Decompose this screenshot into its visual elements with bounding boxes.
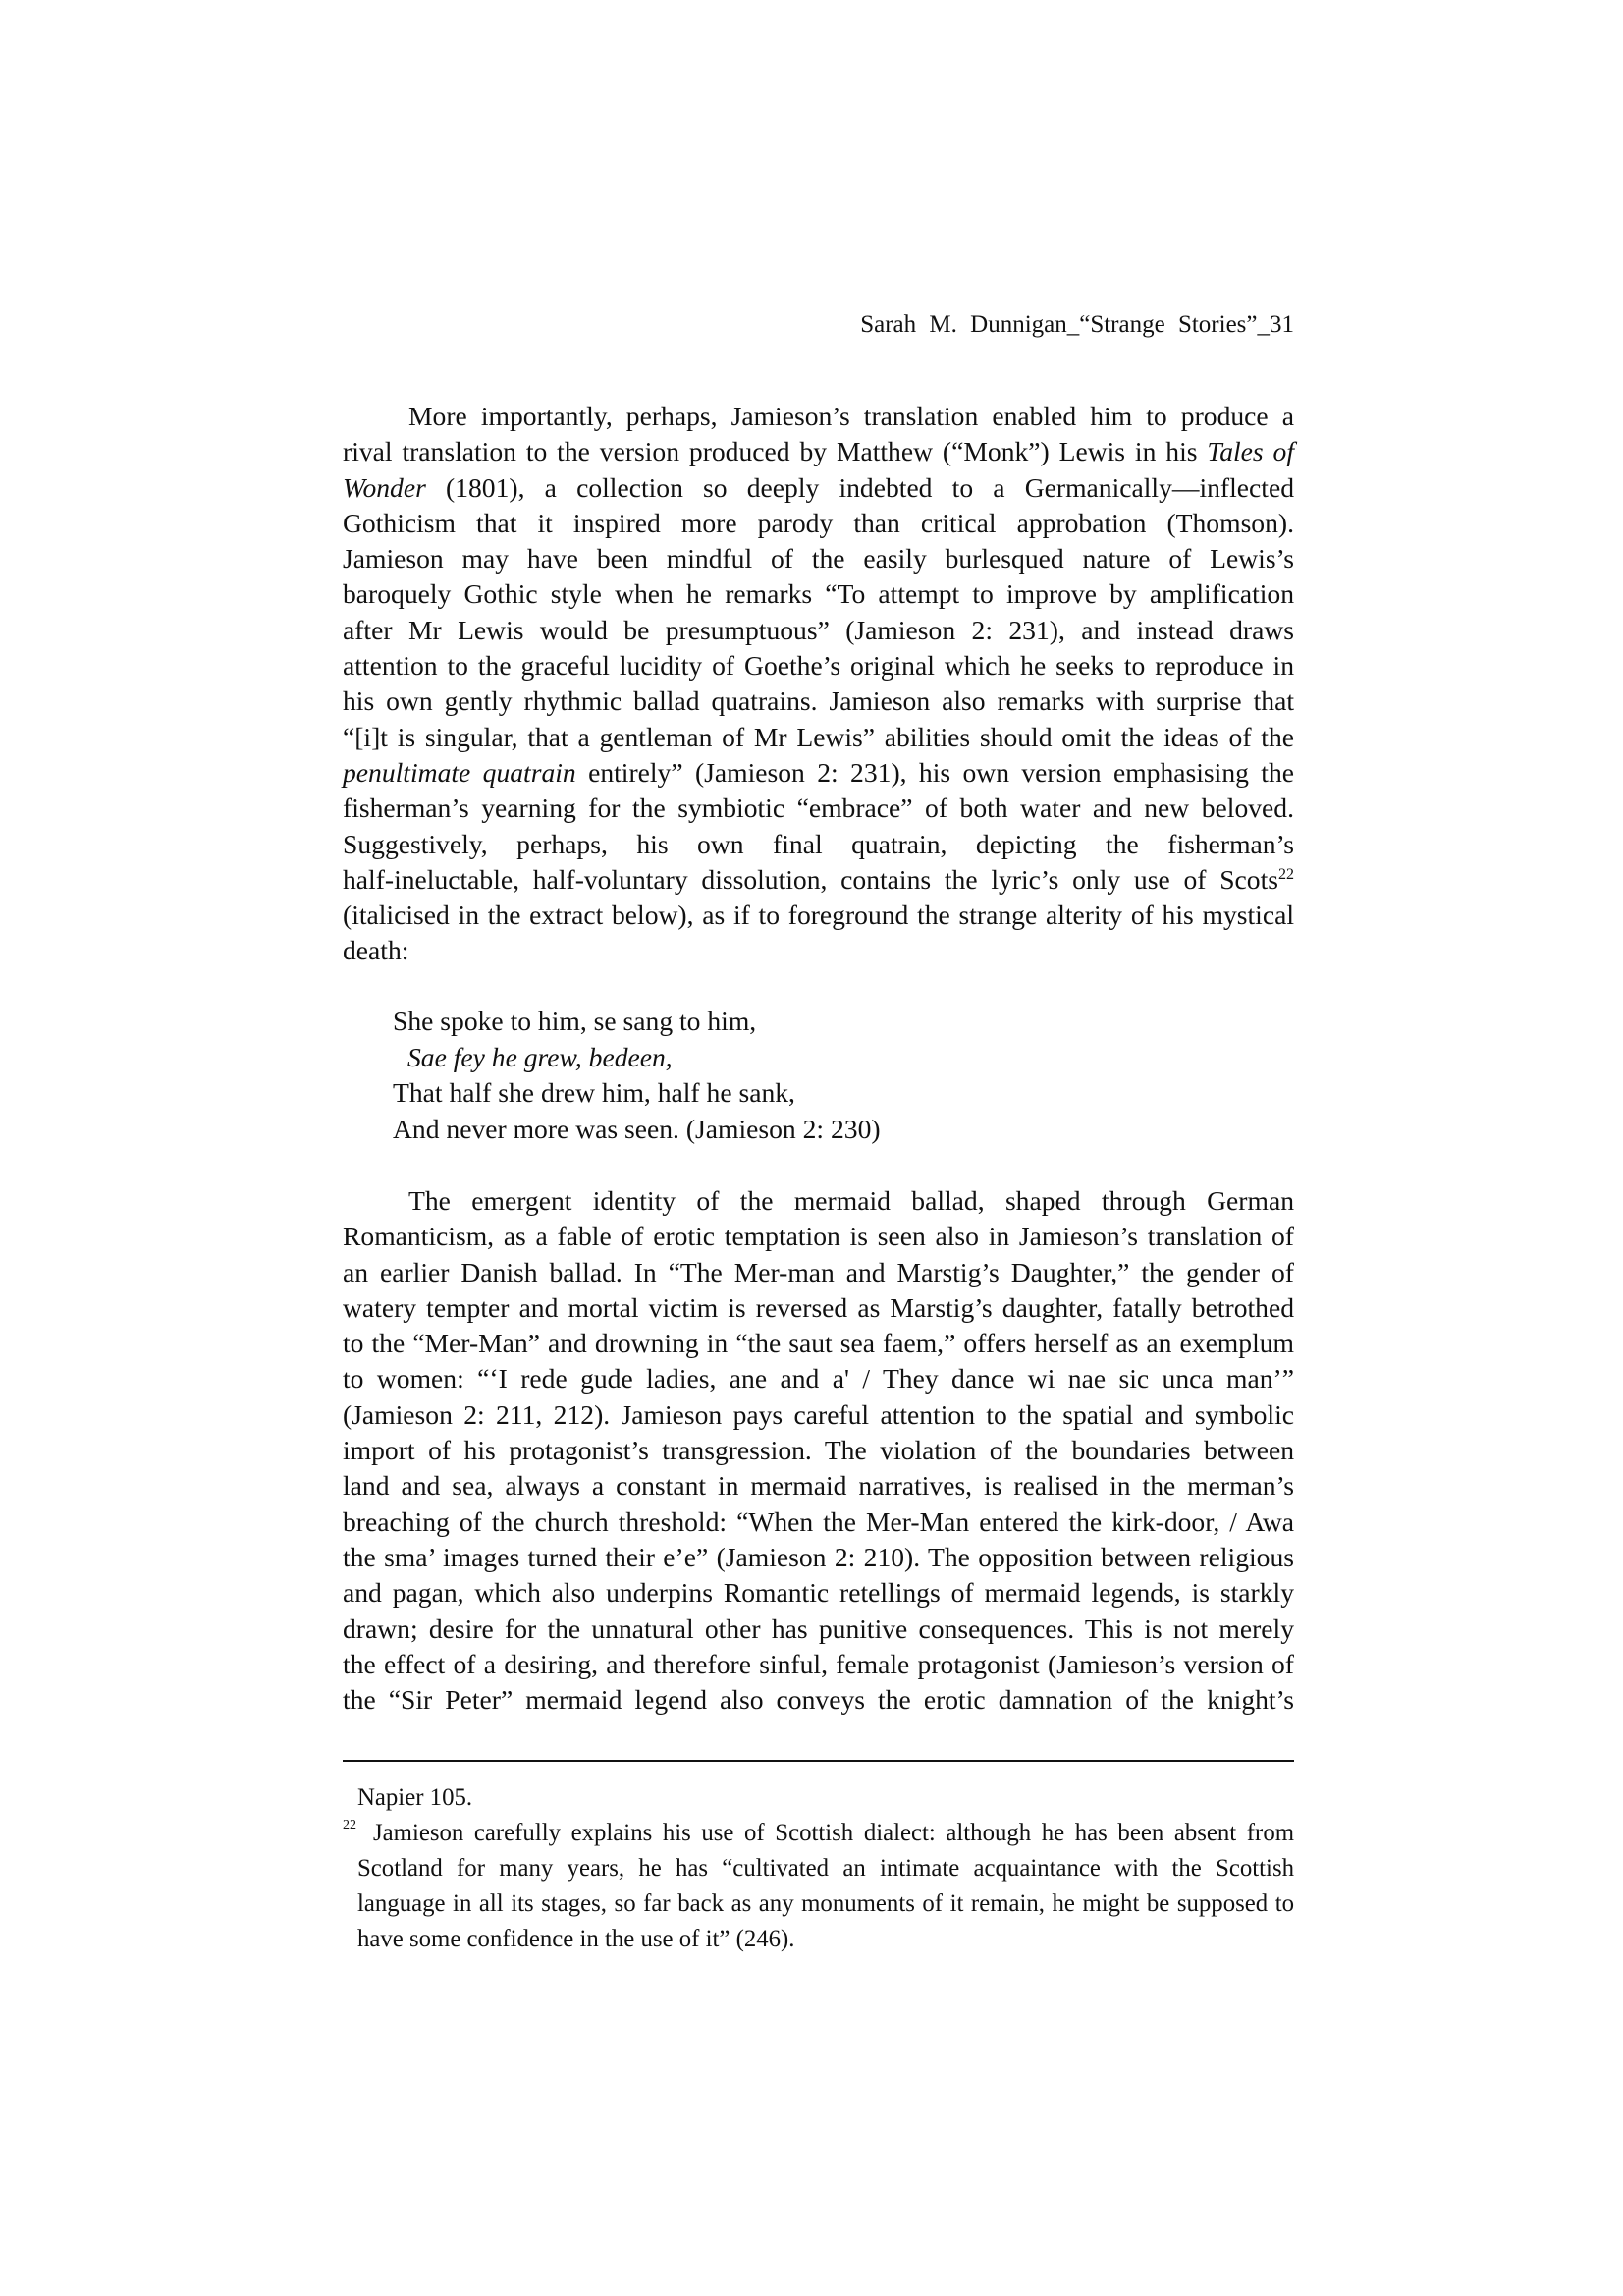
text-line: his own gently rhythmic ballad quatrains. Jamieson also remarks with surprise that — [343, 685, 1294, 717]
text-line — [343, 755, 1294, 791]
footnote-22-line: have some confidence in the use of it” (246). — [357, 1926, 795, 1953]
text-segment: entirely” (Jamieson 2: 231), his own version emphasising the — [575, 756, 1294, 788]
verse-line — [393, 1040, 1276, 1076]
text-line: death: — [343, 935, 409, 966]
text-line — [343, 470, 1294, 506]
text-line: Gothicism that it inspired more parody than critical approbation (Thomson). — [343, 507, 1294, 538]
verse-line: That half she drew him, half he sank, — [393, 1077, 795, 1108]
text-line: baroquely Gothic style when he remarks “To attempt to improve by amplification — [343, 578, 1294, 610]
text-line: More importantly, perhaps, Jamieson’s translation enabled him to produce a — [408, 401, 1294, 431]
italic-title: Tales of — [1207, 436, 1295, 467]
running-header: Sarah M. Dunnigan_“Strange Stories”_31 — [860, 311, 1294, 338]
text-line: fisherman’s yearning for the symbiotic “embrace” of both water and new beloved. — [343, 793, 1294, 824]
text-segment: rival translation to the version produced by Matthew (“Monk”) Lewis in his — [343, 436, 1208, 467]
text-line: to women: “‘I rede gude ladies, ane and a' / They dance wi nae sic unca man’” — [343, 1363, 1294, 1394]
verse-line: She spoke to him, se sang to him, — [393, 1006, 757, 1036]
italic-scots-verse: Sae fey he grew, bedeen, — [407, 1041, 673, 1072]
footnote-reference-22: 22 — [1278, 865, 1294, 883]
text-line: the sma’ images turned their e’e” (Jamieson 2: 210). The opposition between religious — [343, 1541, 1294, 1572]
footnote-marker-22: 22 — [343, 1818, 356, 1833]
text-line: the effect of a desiring, and therefore sinful, female protagonist (Jamieson’s version of — [343, 1648, 1294, 1679]
text-line: Suggestively, perhaps, his own final quatrain, depicting the fisherman’s — [343, 828, 1294, 859]
italic-title: Wonder — [343, 471, 426, 503]
text-line: The emergent identity of the mermaid ballad, shaped through German — [408, 1185, 1294, 1216]
footnotes — [343, 1780, 1294, 1957]
text-line: drawn; desire for the unnatural other has punitive consequences. This is not merely — [343, 1613, 1294, 1644]
text-segment: half-ineluctable, half-voluntary dissolution, contains the lyric’s only use of Scots — [343, 863, 1278, 895]
block-quotation — [393, 1004, 1276, 1147]
text-line: after Mr Lewis would be presumptuous” (Jamieson 2: 231), and instead draws — [343, 614, 1294, 645]
footnote-continued: Napier 105. — [357, 1784, 473, 1811]
text-line: (Jamieson 2: 211, 212). Jamieson pays careful attention to the spatial and symbolic — [343, 1398, 1294, 1430]
footnote-text: Jamieson carefully explains his use of Scottish dialect: although he has been absent from — [373, 1820, 1294, 1847]
text-line: Jamieson may have been mindful of the easily burlesqued nature of Lewis’s — [343, 543, 1294, 574]
paragraph-1 — [343, 399, 1294, 969]
italic-phrase: penultimate quatrain — [343, 756, 576, 788]
text-line: an earlier Danish ballad. In “The Mer-man and Marstig’s Daughter,” the gender of — [343, 1256, 1294, 1287]
text-line: and pagan, which also underpins Romantic retellings of mermaid legends, is starkly — [343, 1577, 1294, 1609]
text-line — [343, 434, 1294, 469]
footnote-22-line: Scotland for many years, he has “cultivated an intimate acquaintance with the Scottish — [357, 1855, 1294, 1883]
text-line: to the “Mer-Man” and drowning in “the saut sea faem,” offers herself as an exemplum — [343, 1328, 1294, 1359]
text-segment: (1801), a collection so deeply indebted to a Germanically—inflected — [425, 471, 1294, 503]
footnote-22-line: language in all its stages, so far back as any monuments of it remain, he might be supposed to — [357, 1890, 1294, 1918]
text-line: land and sea, always a constant in mermaid narratives, is realised in the merman’s — [343, 1470, 1294, 1502]
text-line: attention to the graceful lucidity of Goethe’s original which he seeks to reproduce in — [343, 650, 1294, 682]
verse-line: And never more was seen. (Jamieson 2: 230) — [393, 1113, 881, 1144]
paragraph-2 — [343, 1183, 1294, 1718]
text-line — [343, 862, 1294, 898]
text-line: import of his protagonist’s transgression. The violation of the boundaries between — [343, 1435, 1294, 1466]
text-line: Romanticism, as a fable of erotic temptation is seen also in Jamieson’s translation of — [343, 1221, 1294, 1252]
footnote-22-line — [343, 1816, 1294, 1851]
footnote-rule — [343, 1760, 1294, 1762]
text-line: watery tempter and mortal victim is reversed as Marstig’s daughter, fatally betrothed — [343, 1291, 1294, 1323]
text-line: (italicised in the extract below), as if to foreground the strange alterity of his mystical — [343, 900, 1294, 931]
text-line: “[i]t is singular, that a gentleman of Mr Lewis” abilities should omit the ideas of the — [343, 721, 1294, 752]
text-line: breaching of the church threshold: “When the Mer-Man entered the kirk-door, / Awa — [343, 1505, 1294, 1537]
text-line: the “Sir Peter” mermaid legend also conveys the erotic damnation of the knight’s — [343, 1684, 1294, 1716]
